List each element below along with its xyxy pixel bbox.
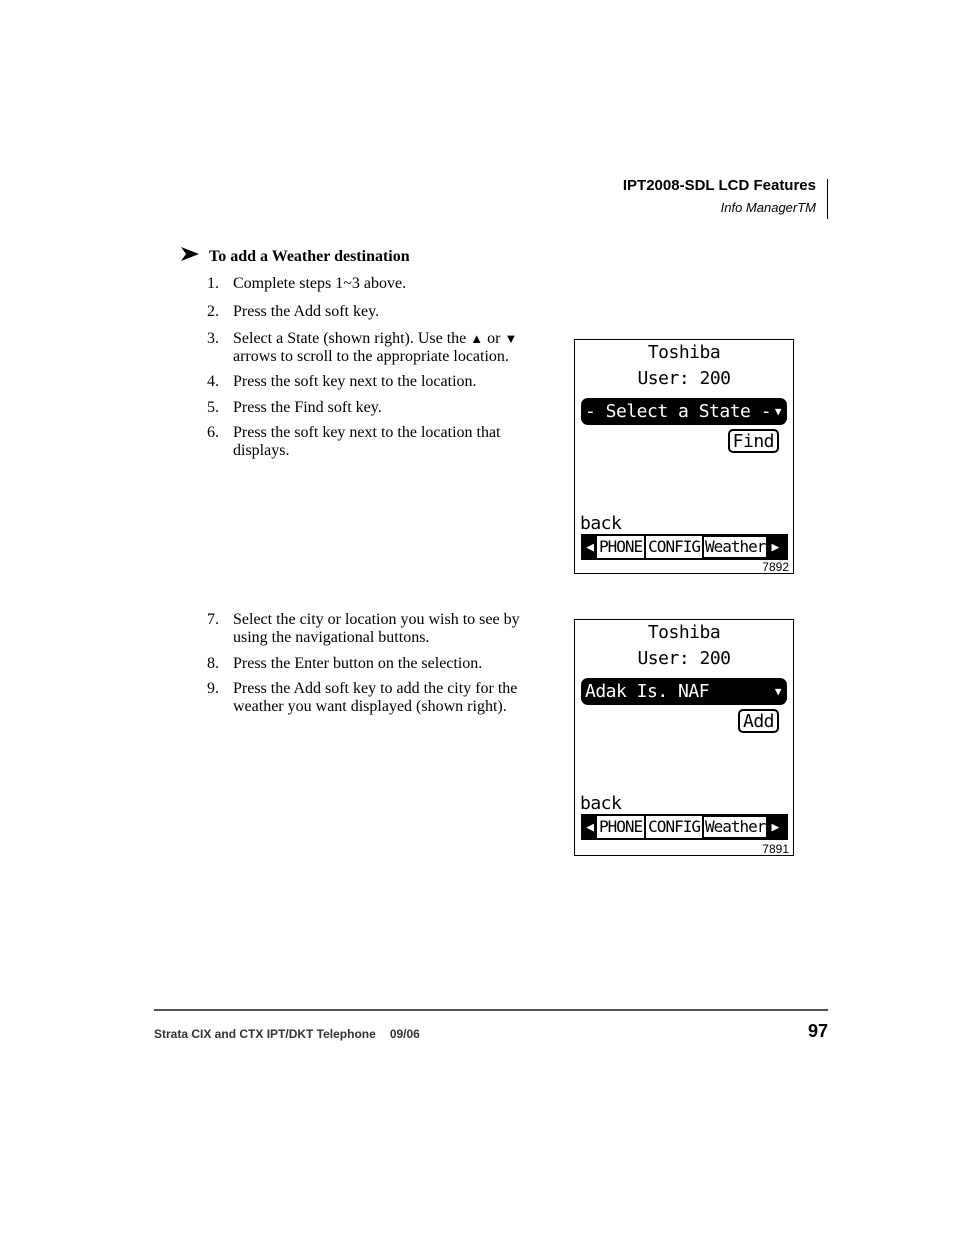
footer-date: 09/06 — [389, 1027, 420, 1041]
running-header-title: IPT2008-SDL LCD Features — [622, 177, 816, 194]
list-item — [207, 424, 542, 460]
step-number: 5. — [207, 399, 219, 416]
lcd-screen-figure — [574, 339, 794, 574]
state-selector-label: - Select a State - — [585, 401, 772, 422]
state-selector[interactable] — [581, 398, 787, 425]
footer-divider — [154, 1009, 828, 1011]
step-text-part: Select a State (shown right). Use the — [233, 330, 467, 347]
right-arrowhead-icon — [181, 247, 199, 266]
step-text-or: or — [487, 330, 501, 347]
figure-number: 7891 — [762, 842, 789, 856]
lcd-tab-bar — [581, 814, 788, 840]
tab-phone[interactable]: PHONE — [599, 817, 643, 836]
dropdown-arrow-icon: ▼ — [774, 685, 781, 698]
lcd-line-1: Toshiba — [647, 622, 721, 643]
procedure-heading — [181, 247, 410, 266]
tab-weather[interactable]: Weather — [704, 817, 766, 836]
nav-left-icon[interactable]: ◀ — [586, 819, 594, 835]
step-number: 6. — [207, 424, 219, 441]
step-number: 3. — [207, 330, 219, 347]
tab-config[interactable]: CONFIG — [648, 817, 700, 836]
header-divider — [827, 179, 828, 219]
step-text: Complete steps 1~3 above. — [233, 275, 407, 292]
figure-number: 7892 — [762, 560, 789, 574]
step-number: 2. — [207, 303, 219, 320]
step-text: Press the soft key next to the location. — [233, 373, 477, 390]
tab-weather[interactable]: Weather — [704, 537, 766, 556]
list-item — [207, 655, 542, 673]
footer-text — [154, 1027, 420, 1041]
nav-right-icon[interactable]: ▶ — [771, 819, 780, 835]
find-soft-key[interactable]: Find — [728, 429, 779, 453]
down-triangle-icon: ▼ — [504, 331, 518, 346]
running-header-subtitle: Info ManagerTM — [720, 200, 816, 215]
step-text: Press the Find soft key. — [233, 399, 382, 416]
step-text-part: arrows to scroll to the appropriate location. — [233, 348, 509, 365]
nav-right-icon[interactable]: ▶ — [771, 539, 780, 555]
step-text: Press the Add soft key to add the city for the weather you want displayed (shown right). — [233, 680, 518, 715]
nav-left-icon[interactable]: ◀ — [586, 539, 594, 555]
lcd-line-2: User: 200 — [637, 648, 731, 669]
lcd-screen-figure — [574, 619, 794, 856]
back-soft-key[interactable]: back — [580, 793, 622, 814]
step-number: 8. — [207, 655, 219, 672]
lcd-line-2: User: 200 — [637, 368, 731, 389]
page-number: 97 — [807, 1021, 828, 1041]
step-text: Press the Add soft key. — [233, 303, 380, 320]
tab-config[interactable]: CONFIG — [648, 537, 700, 556]
back-soft-key[interactable]: back — [580, 513, 622, 534]
list-item — [207, 303, 542, 321]
list-item — [207, 611, 542, 647]
up-triangle-icon: ▲ — [470, 331, 484, 346]
list-item — [207, 399, 542, 417]
footer-title: Strata CIX and CTX IPT/DKT Telephone — [154, 1027, 376, 1041]
tab-phone[interactable]: PHONE — [599, 537, 643, 556]
step-text — [233, 330, 542, 366]
list-item — [207, 373, 542, 391]
procedure-heading-text: To add a Weather destination — [209, 248, 410, 265]
step-number: 7. — [207, 611, 219, 628]
step-number: 4. — [207, 373, 219, 390]
step-number: 9. — [207, 680, 219, 697]
lcd-tab-bar — [581, 534, 788, 560]
location-selector-label: Adak Is. NAF — [585, 681, 710, 702]
add-soft-key[interactable]: Add — [738, 709, 779, 733]
step-text: Press the soft key next to the location that displays. — [233, 424, 501, 459]
list-item — [207, 330, 542, 366]
dropdown-arrow-icon: ▼ — [774, 405, 781, 418]
step-text: Select the city or location you wish to see by using the navigational buttons. — [233, 611, 520, 646]
list-item — [207, 680, 542, 716]
step-text: Press the Enter button on the selection. — [233, 655, 483, 672]
lcd-line-1: Toshiba — [647, 342, 721, 363]
list-item — [207, 275, 542, 293]
location-selector[interactable] — [581, 678, 787, 705]
step-number: 1. — [207, 275, 219, 292]
